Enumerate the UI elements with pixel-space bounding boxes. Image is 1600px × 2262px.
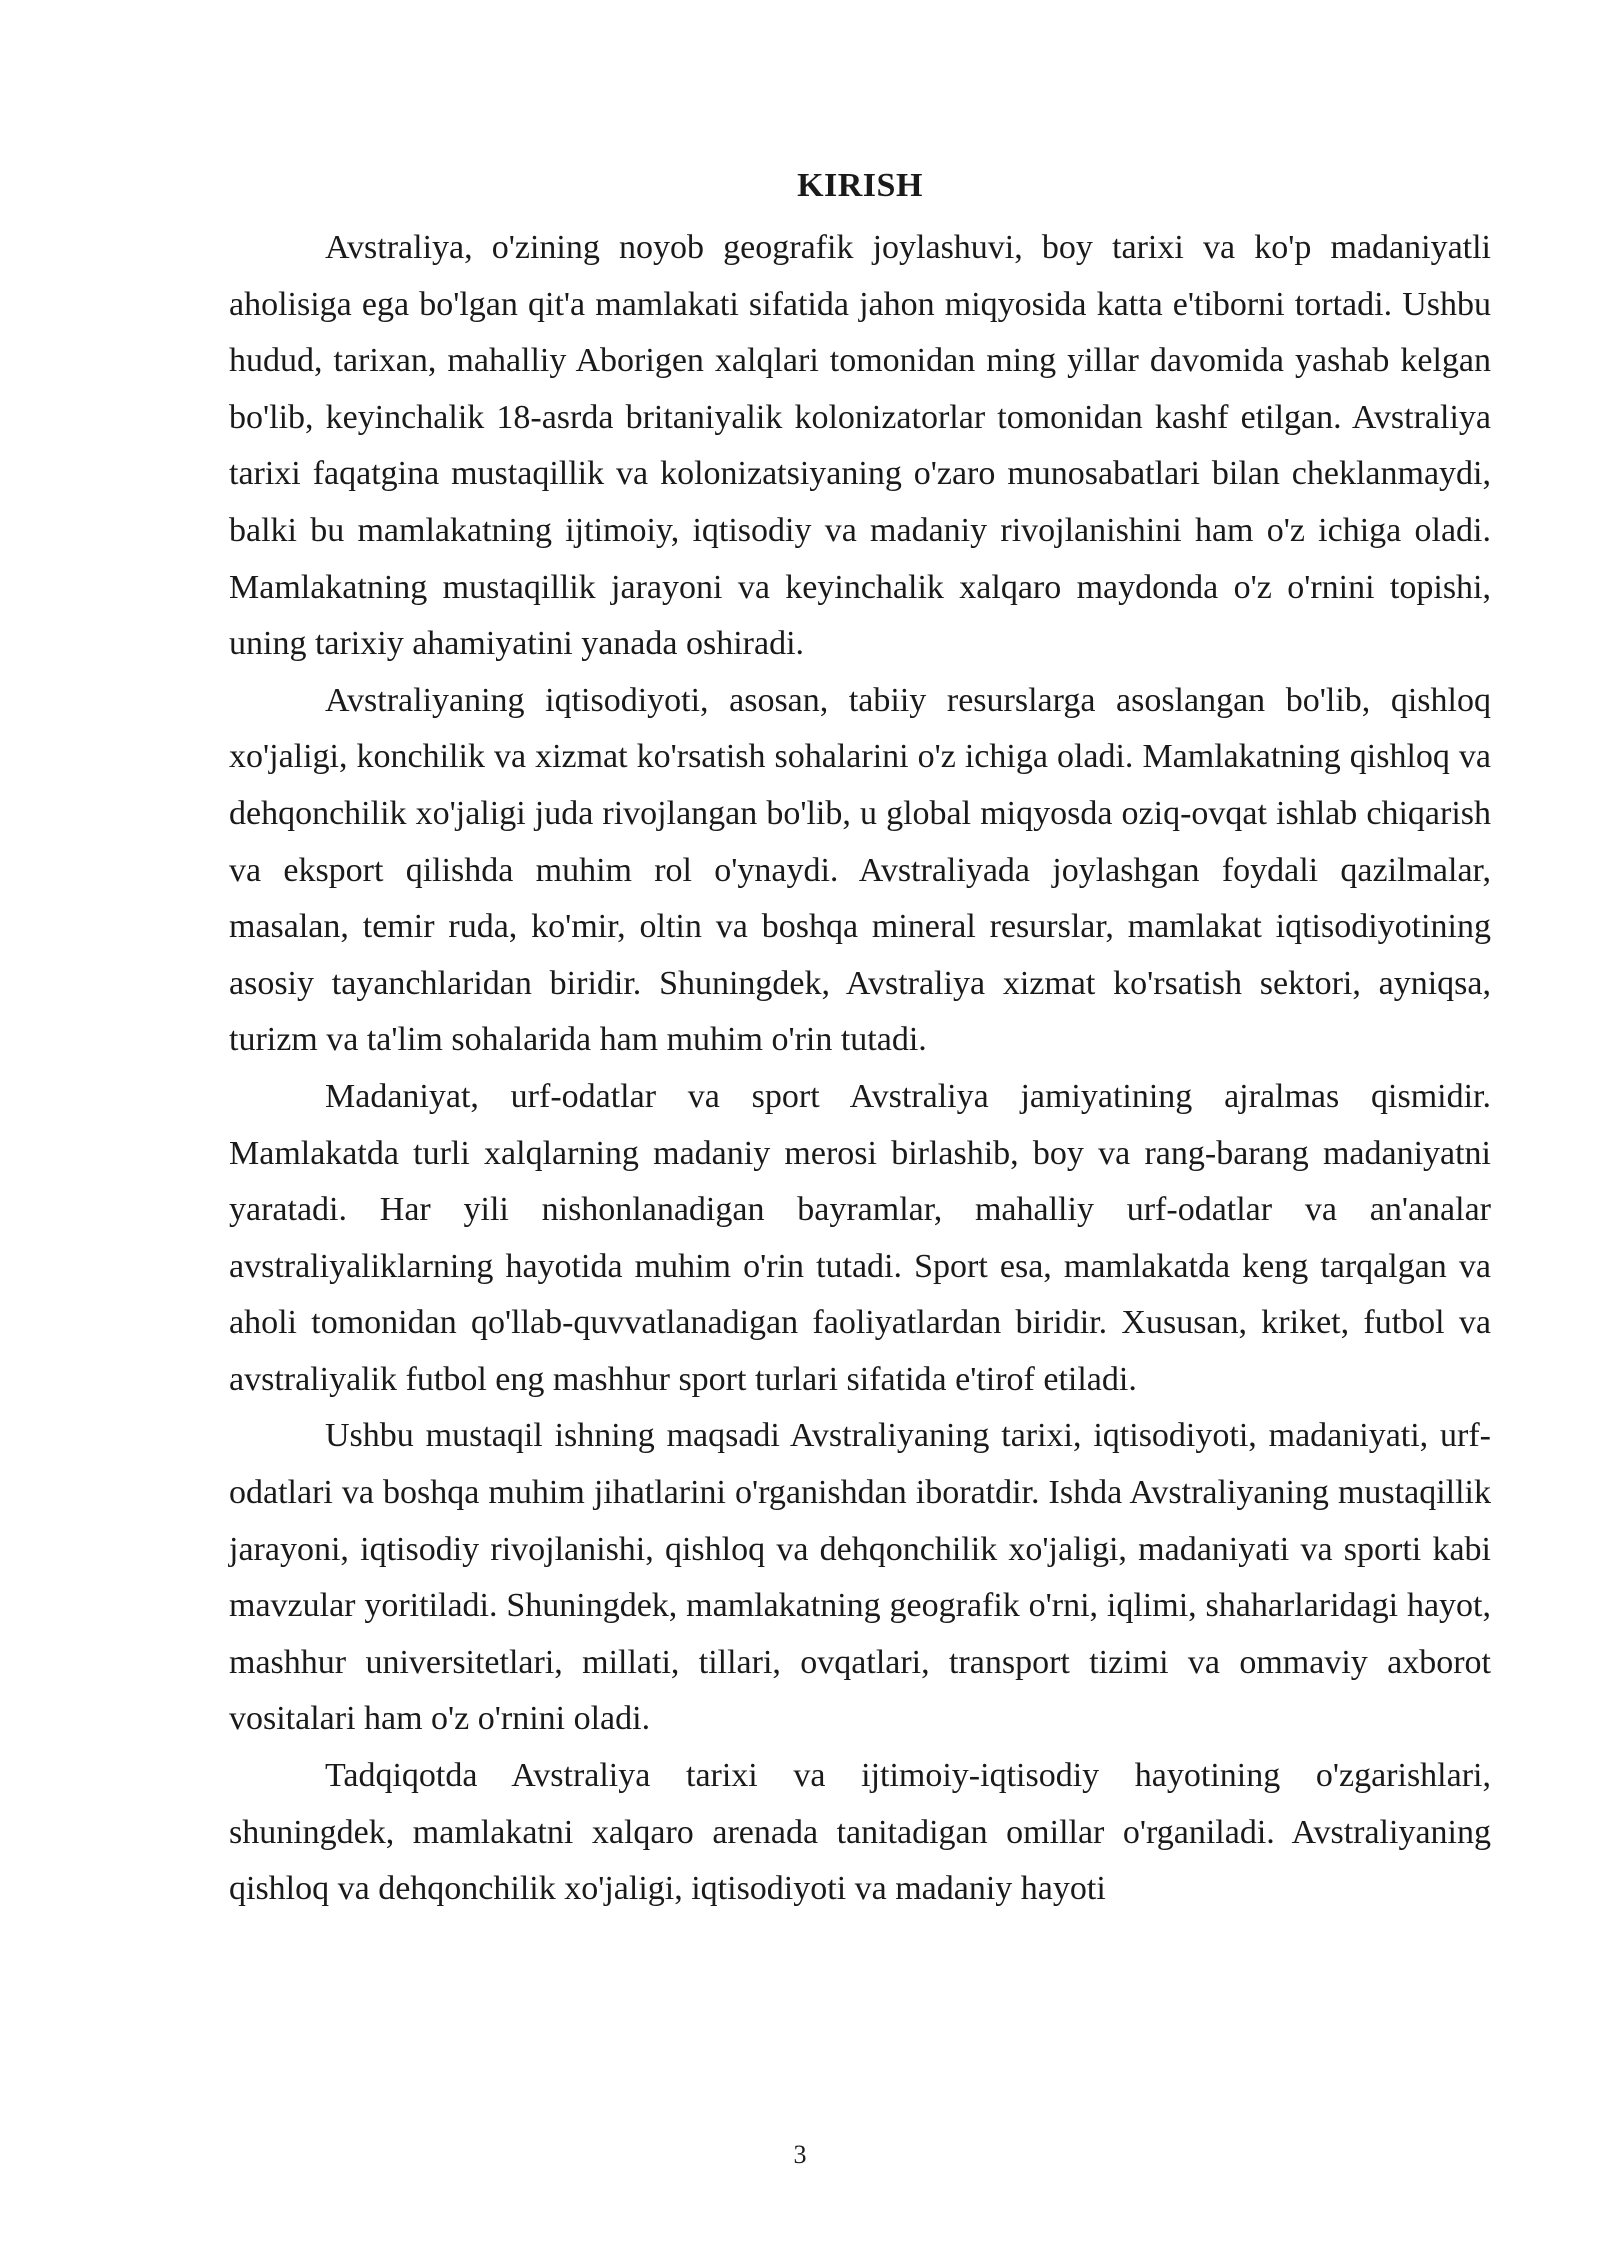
paragraph-4: Ushbu mustaqil ishning maqsadi Avstraliyaning tarixi, iqtisodiyoti, madaniyati, urf-odatlari va boshqa muhim jihatlarini o'rganishdan iboratdir. Ishda Avstraliyaning mustaqillik jarayoni, iqtisodiy rivojlanishi, qishloq va dehqonchilik xo'jaligi, madaniyati va sporti kabi mavzular yoritiladi. Shuningdek, mamlakatning geografik o'rni, iqlimi, shaharlaridagi hayot, mashhur universitetlari, millati, tillari, ovqatlari, transport tizimi va ommaviy axborot vositalari ham o'z o'rnini oladi.	[229, 1417, 1491, 1738]
page-content	[229, 166, 1491, 1918]
page-title: KIRISH	[797, 167, 923, 204]
page-number: 3	[793, 2140, 807, 2169]
paragraph-2: Avstraliyaning iqtisodiyoti, asosan, tabiiy resurslarga asoslangan bo'lib, qishloq xo'jaligi, konchilik va xizmat ko'rsatish sohalarini o'z ichiga oladi. Mamlakatning qishloq va dehqonchilik xo'jaligi juda rivojlangan bo'lib, u global miqyosda oziq-ovqat ishlab chiqarish va eksport qilishda muhim rol o'ynaydi. Avstraliyada joylashgan foydali qazilmalar, masalan, temir ruda, ko'mir, oltin va boshqa mineral resurslar, mamlakat iqtisodiyotining asosiy tayanchlaridan biridir. Shuningdek, Avstraliya xizmat ko'rsatish sektori, ayniqsa, turizm va ta'lim sohalarida ham muhim o'rin tutadi.	[229, 681, 1491, 1059]
paragraph-5: Tadqiqotda Avstraliya tarixi va ijtimoiy-iqtisodiy hayotining o'zgarishlari, shuningdek, mamlakatni xalqaro arenada tanitadigan omillar o'rganiladi. Avstraliyaning qishloq va dehqonchilik xo'jaligi, iqtisodiyoti va madaniy hayoti	[229, 1757, 1491, 1908]
paragraph-3: Madaniyat, urf-odatlar va sport Avstraliya jamiyatining ajralmas qismidir. Mamlakatda turli xalqlarning madaniy merosi birlashib, boy va rang-barang madaniyatni yaratadi. Har yili nishonlanadigan bayramlar, mahalliy urf-odatlar va an'analar avstraliyaliklarning hayotida muhim o'rin tutadi. Sport esa, mamlakatda keng tarqalgan va aholi tomonidan qo'llab-quvvatlanadigan faoliyatlardan biridir. Xususan, kriket, futbol va avstraliyalik futbol eng mashhur sport turlari sifatida e'tirof etiladi.	[229, 1077, 1491, 1398]
paragraph-1: Avstraliya, o'zining noyob geografik joylashuvi, boy tarixi va ko'p madaniyatli aholisiga ega bo'lgan qit'a mamlakati sifatida jahon miqyosida katta e'tiborni tortadi. Ushbu hudud, tarixan, mahalliy Aborigen xalqlari tomonidan ming yillar davomida yashab kelgan bo'lib, keyinchalik 18-asrda britaniyalik kolonizatorlar tomonidan kashf etilgan. Avstraliya tarixi faqatgina mustaqillik va kolonizatsiyaning o'zaro munosabatlari bilan cheklanmaydi, balki bu mamlakatning ijtimoiy, iqtisodiy va madaniy rivojlanishini ham o'z ichiga oladi. Mamlakatning mustaqillik jarayoni va keyinchalik xalqaro maydonda o'z o'rnini topishi, uning tarixiy ahamiyatini yanada oshiradi.	[229, 229, 1491, 663]
